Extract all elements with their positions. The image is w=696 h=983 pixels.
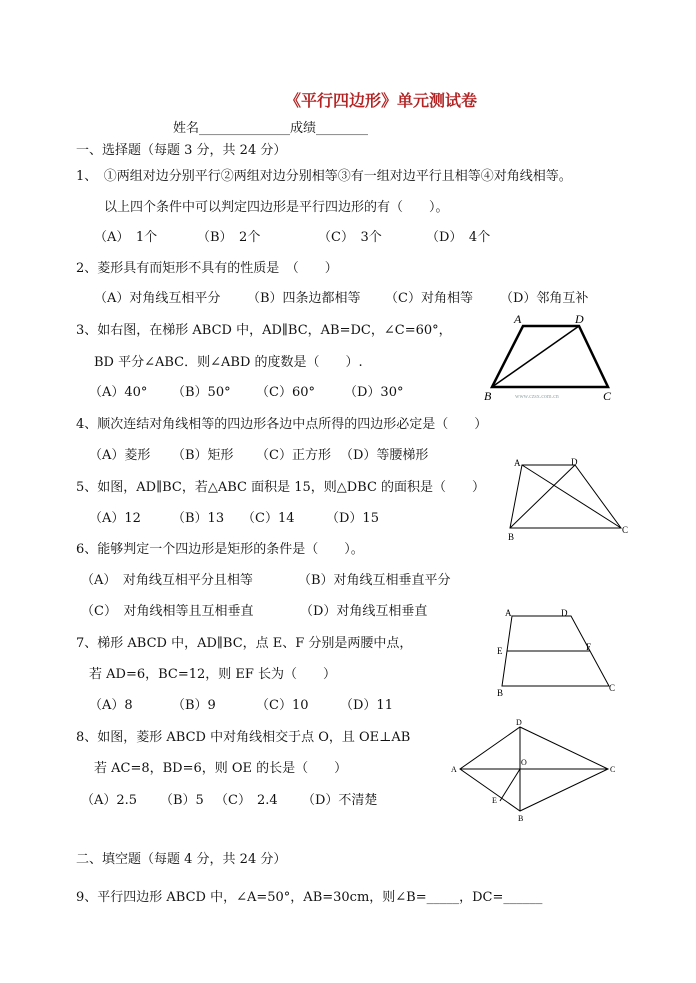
label-f: F (586, 642, 592, 652)
rhombus-figure-q8 (448, 715, 623, 825)
trapezoid-figure-q5 (505, 455, 630, 545)
question-5-line-1: 5、如图，AD∥BC，若△ABC 面积是 15，则△DBC 的面积是（ ） (76, 480, 486, 495)
question-7-line-1: 7、梯形 ABCD 中，AD∥BC，点 E、F 分别是两腰中点， (76, 636, 413, 651)
q4-option-c: （C）正方形 (256, 448, 331, 463)
segment-oe (500, 769, 520, 801)
question-4-line-1: 4、顺次连结对角线相等的四边形各边中点所得的四边形必定是（ ） (76, 417, 488, 432)
diagonal-bd (492, 326, 579, 387)
q8-option-d: （D）不清楚 (302, 793, 378, 808)
trapezoid-figure-q3 (480, 310, 620, 405)
q3-option-c: （C）60° (256, 385, 315, 400)
q8-option-a: （A）2.5 (81, 793, 138, 808)
q8-option-b: （B）5 (160, 793, 204, 808)
diagonal-ac (522, 465, 621, 528)
q1-option-d: （D） 4个 (426, 230, 491, 245)
q8-option-c-value: 2.4 (257, 793, 278, 808)
q7-option-b: （B）9 (172, 698, 216, 713)
q2-option-a: （A）对角线互相平分 (94, 291, 221, 306)
label-a: A (451, 765, 457, 774)
label-c: C (609, 683, 616, 693)
q7-option-d: （D）11 (340, 698, 393, 713)
q5-option-b: （B）13 (172, 511, 225, 526)
score-label: 成绩 (290, 121, 317, 136)
label-a: A (514, 458, 521, 468)
question-7-line-2: 若 AD=6，BC=12，则 EF 长为（ ） (89, 667, 337, 682)
label-d: D (516, 718, 522, 727)
q2-option-d: （D）邻角互补 (500, 291, 589, 306)
question-8-line-1: 8、如图，菱形 ABCD 中对角线相交于点 O，且 OE⊥AB (76, 730, 411, 745)
score-blank: ________ (316, 121, 369, 136)
label-c: C (610, 765, 616, 774)
question-1-line-1: 1、 ①两组对边分别平行②两组对边分别相等③有一组对边平行且相等④对角线相等。 (76, 169, 572, 184)
header-line (173, 121, 368, 137)
q1-option-b: （B） 2个 (197, 230, 261, 245)
q3-option-b: （B）50° (172, 385, 231, 400)
page-title: 《平行四边形》单元测试卷 (285, 91, 478, 110)
label-b: B (508, 532, 515, 542)
question-1-line-2: 以上四个条件中可以判定四边形是平行四边形的有（ ）。 (104, 200, 449, 215)
q5-option-c: （C）14 (242, 511, 295, 526)
label-d: D (575, 312, 584, 326)
question-3-line-2: BD 平分∠ABC．则∠ABD 的度数是（ ）. (94, 355, 363, 370)
q5-option-d: （D）15 (326, 511, 379, 526)
q2-option-b: （B）四条边都相等 (247, 291, 361, 306)
label-b: B (484, 389, 492, 403)
q7-option-c: （C）10 (256, 698, 309, 713)
trapezoid-outline (492, 326, 608, 387)
question-9-line-1: 9、平行四边形 ABCD 中，∠A=50°，AB=30cm，则∠B=_____，DC=______ (76, 890, 543, 905)
name-blank: ______________ (199, 121, 291, 136)
section-heading-choice: 一、选择题（每题 3 分，共 24 分） (76, 143, 287, 158)
label-a: A (505, 608, 512, 618)
q7-option-a: （A）8 (89, 698, 133, 713)
q3-option-a: （A）40° (89, 385, 148, 400)
section-heading-fill: 二、填空题（每题 4 分，共 24 分） (76, 852, 287, 867)
q5-option-a: （A）12 (89, 511, 141, 526)
q4-option-d: （D）等腰梯形 (340, 448, 429, 463)
question-8-line-2: 若 AC=8，BD=6，则 OE 的长是（ ） (94, 761, 348, 776)
q8-option-c: （C） (215, 793, 251, 808)
question-2-line-1: 2、菱形具有而矩形不具有的性质是 （ ） (76, 261, 338, 276)
q1-option-a: （A） 1个 (94, 230, 158, 245)
q2-option-c: （C）对角相等 (385, 291, 473, 306)
q6-option-b: （B）对角线互相垂直平分 (298, 573, 451, 588)
q6-option-c: （C） 对角线相等且互相垂直 (81, 604, 254, 619)
label-d: D (561, 608, 568, 618)
label-e: E (497, 646, 503, 656)
label-b: B (497, 688, 504, 698)
label-o: O (521, 758, 527, 767)
q6-option-a: （A） 对角线互相平分且相等 (81, 573, 253, 588)
q6-option-d: （D）对角线互相垂直 (300, 604, 428, 619)
label-b: B (518, 814, 524, 823)
question-3-line-1: 3、如右图，在梯形 ABCD 中，AD∥BC，AB=DC，∠C=60°， (76, 323, 452, 338)
q1-option-c: （C） 3个 (318, 230, 382, 245)
label-c: C (622, 525, 629, 535)
trapezoid-figure-q7 (495, 605, 620, 700)
name-label: 姓名 (173, 121, 200, 136)
label-e: E (492, 796, 497, 805)
q4-option-a: （A）菱形 (89, 448, 151, 463)
question-6-line-1: 6、能够判定一个四边形是矩形的条件是（ ）。 (76, 542, 364, 557)
label-a: A (514, 312, 522, 326)
label-d: D (571, 457, 578, 467)
watermark: www.czsx.com.cn (515, 394, 559, 400)
q3-option-d: （D）30° (344, 385, 404, 400)
label-c: C (603, 389, 612, 403)
q4-option-b: （B）矩形 (172, 448, 234, 463)
